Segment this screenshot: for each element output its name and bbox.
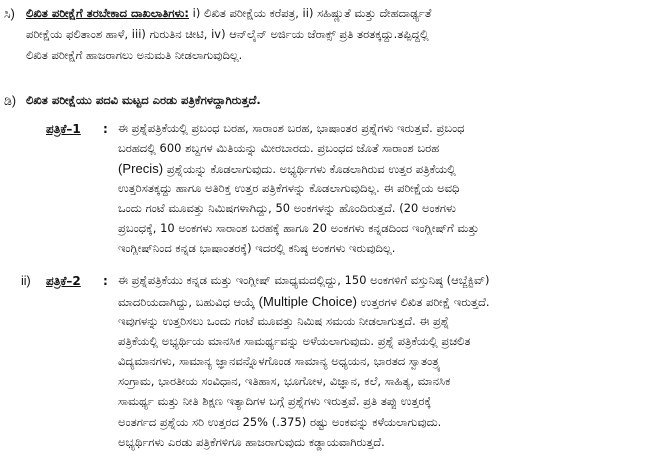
paper-1-label: ಪತ್ರಿಕೆ–1: [46, 122, 81, 136]
paper-2-line-2: [118, 295, 490, 308]
paper-2-line-1: ಈ ಪ್ರಶ್ನೆಪತ್ರಿಕೆಯು ಕನ್ನಡ ಮತ್ತು ಇಂಗ್ಲೀಷ್ ಮಾಧ್ಯಮದಲ್ಲಿದ್ದು, 150 ಅಂಕಗಳಿಗೆ ವಸ್ತುನಿಷ್ಠ (ಆಬ್ಜೆಕ್ಟಿವ್): [118, 273, 490, 287]
paper-2-line-9: ಅಭ್ಯರ್ಥಿಗಳು ಎರಡು ಪತ್ರಿಕೆಗಳಿಗೂ ಹಾಜರಾಗುವುದು ಕಡ್ಡಾಯವಾಗಿರುತ್ತದೆ.: [118, 435, 385, 449]
paper-1-line-3: [118, 162, 456, 175]
multiple-choice-term: (Multiple Choice): [258, 294, 357, 309]
paper-2-line-8: ಅಂತರ್ಗದ ಪ್ರಶ್ನೆಯ ಸರಿ ಉತ್ತರದ 25% (.375) ರಷ್ಟು ಅಂಕವನ್ನು ಕಳೆಯಲಾಗುವುದು.: [118, 415, 442, 429]
paper-2-marker: ii): [21, 274, 31, 288]
paper-1-line-6: ಪ್ರಬಂಧಕ್ಕೆ, 10 ಅಂಕಗಳು ಸಾರಾಂಶ ಬರಹಕ್ಕೆ ಹಾಗೂ 20 ಅಂಕಗಳು ಕನ್ನಡದಿಂದ ಇಂಗ್ಲೀಷ್‌ಗೆ ಮತ್ತು: [118, 221, 479, 235]
paper-2-line-2-a: ಮಾದರಿಯದಾಗಿದ್ದು, ಬಹುವಿಧ ಆಯ್ಕೆ: [118, 295, 259, 309]
para-d-heading: ಲಿಖಿತ ಪರೀಕ್ಷೆಯು ಪದವಿ ಮಟ್ಟದ ಎರಡು ಪತ್ರಿಕೆಗಳದ್ದಾಗಿರುತ್ತದೆ.: [26, 93, 261, 107]
paper-2-line-7: ಸಾಮರ್ಥ್ಯ ಮತ್ತು ನೀತಿ ಶಿಕ್ಷಣ ಇತ್ಯಾದಿಗಳ ಬಗ್ಗೆ ಪ್ರಶ್ನೆಗಳು ಇರುತ್ತವೆ. ಪ್ರತಿ ತಪ್ಪು ಉತ್ತರಕ್ಕೆ: [118, 394, 432, 408]
para-c-line-1: [26, 8, 431, 19]
para-c-line-2: ಪರೀಕ್ಷೆಯ ಫಲಿತಾಂಶ ಹಾಳೆ, iii) ಗುರುತಿನ ಚೀಟಿ, iv) ಆನ್‌ಲೈನ್ ಅರ್ಜಿಯ ಜೆರಾಕ್ಸ್ ಪ್ರತಿ ತರತಕ್ಕದ್ದು.ತಪ್ಪಿದ್ದಲ್ಲಿ: [26, 27, 429, 41]
precis-term: (Precis): [118, 161, 164, 176]
para-c-line-3: ಲಿಖಿತ ಪರೀಕ್ಷೆಗೆ ಹಾಜರಾಗಲು ಅನುಮತಿ ನೀಡಲಾಗುವುದಿಲ್ಲ.: [26, 48, 243, 62]
paper-2-colon: :: [103, 274, 108, 288]
para-c-heading: ಲಿಖಿತ ಪರೀಕ್ಷೆಗೆ ತರಬೇಕಾದ ದಾಖಲಾತಿಗಳು:: [26, 6, 189, 20]
paper-2-line-6: ಸಂಗ್ರಾಮ, ಭಾರತೀಯ ಸಂವಿಧಾನ, ಇತಿಹಾಸ, ಭೂಗೋಳ, ವಿಜ್ಞಾನ, ಕಲೆ, ಸಾಹಿತ್ಯ, ಮಾನಸಿಕ: [118, 374, 451, 388]
paper-1-line-1: ಈ ಪ್ರಶ್ನೆಪತ್ರಿಕೆಯಲ್ಲಿ ಪ್ರಬಂಧ ಬರಹ, ಸಾರಾಂಶ ಬರಹ, ಭಾಷಾಂತರ ಪ್ರಶ್ನೆಗಳು ಇರುತ್ತವೆ. ಪ್ರಬಂಧ: [118, 121, 465, 135]
paper-2-line-5: ವಿದ್ಯಮಾನಗಳು, ಸಾಮಾನ್ಯ ಜ್ಞಾನವನ್ನೊಳಗೊಂಡ ಸಾಮಾನ್ಯ ಅಧ್ಯಯನ, ಭಾರತದ ಸ್ವಾತಂತ್ರ್ಯ: [118, 354, 441, 368]
paper-1-line-7: ಇಂಗ್ಲೀಷ್‌ನಿಂದ ಕನ್ನಡ ಭಾಷಾಂತರಕ್ಕೆ) ಇದರಲ್ಲಿ ಕನಿಷ್ಠ ಅಂಕಗಳು ಇರುವುದಿಲ್ಲ.: [118, 241, 396, 255]
paper-2-line-3: ಇವುಗಳನ್ನು ಉತ್ತರಿಸಲು ಒಂದು ಗಂಟೆ ಮೂವತ್ತು ನಿಮಿಷ ಸಮಯ ನೀಡಲಾಗುತ್ತದೆ. ಈ ಪ್ರಶ್ನೆ: [118, 314, 450, 328]
paper-1-colon: :: [103, 122, 108, 136]
paper-2-line-4: ಪತ್ರಿಕೆಯಲ್ಲಿ ಅಭ್ಯರ್ಥಿಯ ಮಾನಸಿಕ ಸಾಮರ್ಥ್ಯವನ್ನು ಅಳೆಯಲಾಗುವುದು. ಪ್ರಶ್ನೆ ಪತ್ರಿಕೆಯಲ್ಲಿ ಪ್ರಚಲಿತ: [118, 334, 471, 348]
paper-1-line-4: ಉತ್ತರಿಸತಕ್ಕದ್ದು ಹಾಗೂ ಅತಿರಿಕ್ತ ಉತ್ತರ ಪತ್ರಿಕೆಗಳನ್ನು ಕೊಡಲಾಗುವುದಿಲ್ಲ. ಈ ಪರೀಕ್ಷೆಯ ಅವಧಿ: [118, 181, 460, 195]
paper-1-line-2: ಬರಹದಲ್ಲಿ 600 ಶಬ್ದಗಳ ಮಿತಿಯನ್ನು ಮೀರಬಾರದು. ಪ್ರಬಂಧದ ಜೊತೆ ಸಾರಾಂಶ ಬರಹ: [118, 141, 440, 155]
paper-1-line-5: ಒಂದು ಗಂಟೆ ಮೂವತ್ತು ನಿಮಿಷಗಳಾಗಿದ್ದು, 50 ಅಂಕಗಳನ್ನು ಹೊಂದಿರುತ್ತದೆ. (20 ಅಂಕಗಳು: [118, 201, 456, 215]
paper-2-line-2-b: ಉತ್ತರಗಳ ಲಿಖಿತ ಪರೀಕ್ಷೆ ಇರುತ್ತದೆ.: [356, 295, 490, 309]
paper-2-label: ಪತ್ರಿಕೆ–2: [46, 274, 81, 288]
para-d-marker: ಡಿ): [4, 94, 17, 108]
paper-1-line-3-rest: ಪ್ರಶ್ನೆಯನ್ನು ಕೊಡಲಾಗುವುದು. ಅಭ್ಯರ್ಥಿಗಳು ಕೊಡಲಾಗಿರುವ ಉತ್ತರ ಪತ್ರಿಕೆಯಲ್ಲಿ: [163, 162, 456, 176]
para-c-line-1-rest: i) ಲಿಖಿತ ಪರೀಕ್ಷೆಯ ಕರೆಪತ್ರ, ii) ಸಹಿಷ್ಣುತೆ ಮತ್ತು ದೇಹದಾರ್ಢ್ಯತೆ: [188, 6, 432, 20]
para-c-marker: ಸಿ): [4, 7, 15, 21]
